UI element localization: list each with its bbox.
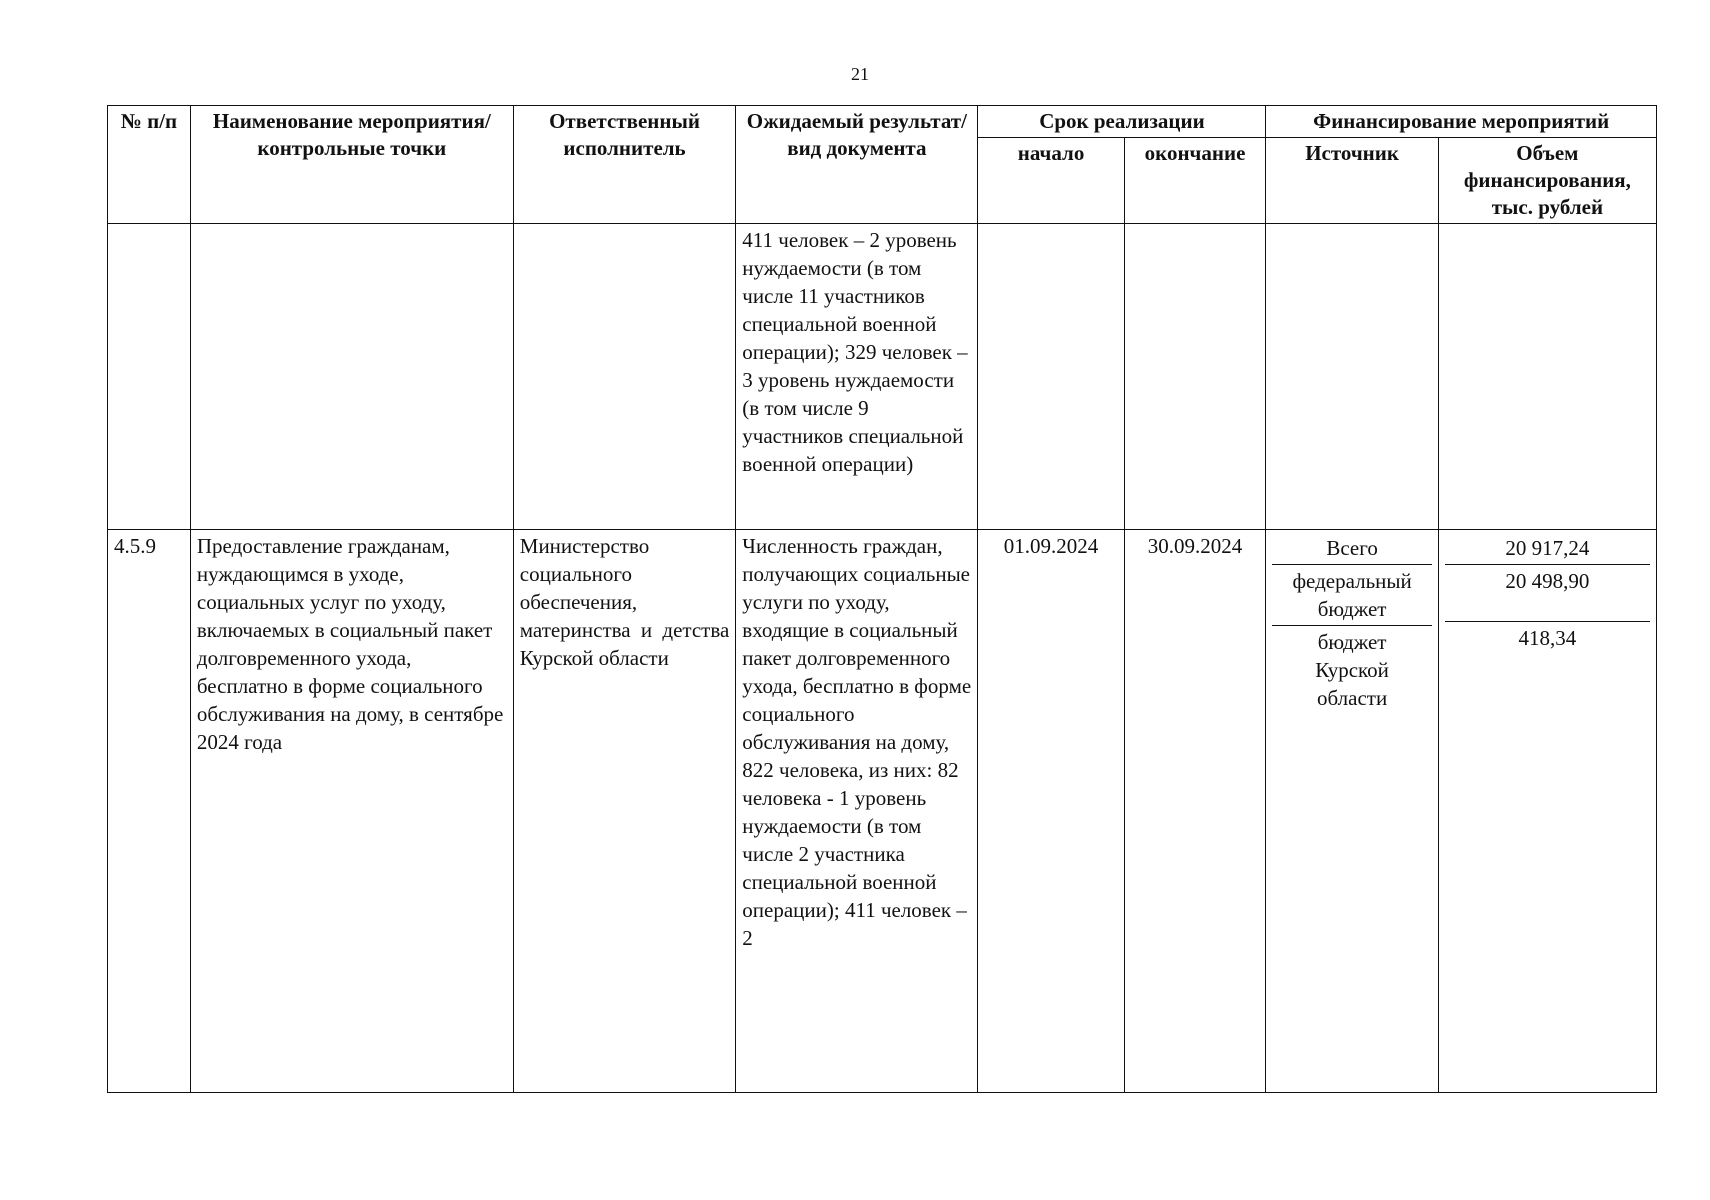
continuation-end [1124, 224, 1266, 530]
continuation-result: 411 человек – 2 уровень нуждаемости (в том числе 11 участников специальной военной операции); 329 человек – 3 уровень нуждаемости (в том числе 9 участников специальной военной операции) [736, 224, 978, 530]
row-num: 4.5.9 [108, 530, 191, 1093]
header-source: Источник [1266, 138, 1438, 224]
amount-federal: 20 498,90 [1445, 565, 1650, 622]
header-end: окончание [1124, 138, 1266, 224]
source-regional-label: бюджет Курской области [1315, 630, 1389, 710]
row-name: Предоставление гражданам, нуждающимся в уходе, социальных услуг по уходу, включаемых в социальный пакет долговременного ухода, бесплатно в форме социального обслуживания на дому, в сентябре 2024 года [190, 530, 513, 1093]
amount-total: 20 917,24 [1445, 532, 1650, 565]
source-total-label: Всего [1272, 532, 1431, 565]
page-number: 21 [851, 64, 869, 84]
continuation-executor [513, 224, 736, 530]
header-financing: Финансирование мероприятий [1266, 106, 1657, 138]
row-amounts [1438, 530, 1656, 1093]
continuation-name [190, 224, 513, 530]
header-name: Наименование мероприятия/контрольные точки [190, 106, 513, 224]
row-sources [1266, 530, 1438, 1093]
activities-table [107, 105, 1657, 1093]
row-end: 30.09.2024 [1124, 530, 1266, 1093]
row-executor: Министерство социального обеспечения, материнства и детства Курской области [513, 530, 736, 1093]
header-result: Ожидаемый результат/вид документа [736, 106, 978, 224]
continuation-num [108, 224, 191, 530]
header-num: № п/п [108, 106, 191, 224]
header-period: Срок реализации [978, 106, 1266, 138]
continuation-start [978, 224, 1124, 530]
source-federal-label: федеральный бюджет [1272, 565, 1431, 626]
header-start: начало [978, 138, 1124, 224]
header-volume: Объем финансирования, тыс. рублей [1438, 138, 1656, 224]
row-result: Численность граждан, получающих социальные услуги по уходу, входящие в социальный пакет долговременного ухода, бесплатно в форме социального обслуживания на дому, 822 человека, из них: 82 человека - 1 уровень нуждаемости (в том числе 2 участника специальной военной операции); 411 человек – 2 [736, 530, 978, 1093]
header-executor: Ответственный исполнитель [513, 106, 736, 224]
continuation-source [1266, 224, 1438, 530]
amount-regional: 418,34 [1518, 626, 1577, 650]
row-start: 01.09.2024 [978, 530, 1124, 1093]
continuation-volume [1438, 224, 1656, 530]
